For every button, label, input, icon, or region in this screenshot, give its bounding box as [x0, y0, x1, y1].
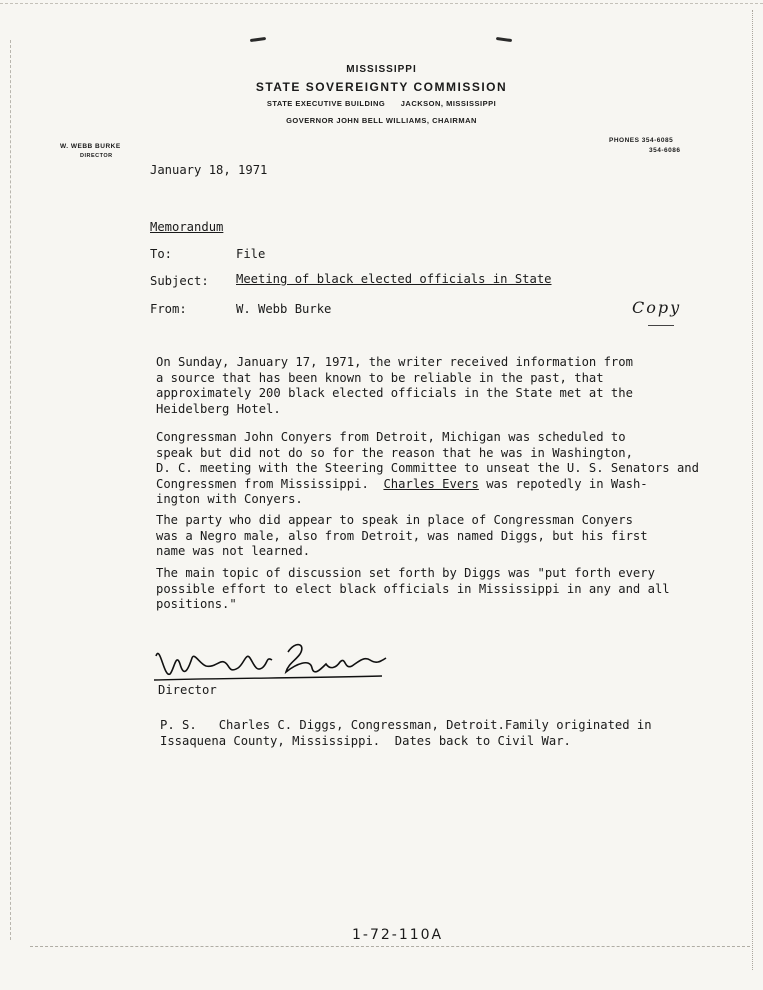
- letterhead-commission: STATE SOVEREIGNTY COMMISSION: [255, 80, 508, 94]
- scan-edge-bottom: [30, 946, 750, 947]
- paragraph-3: [156, 513, 736, 560]
- letterhead-governor: GOVERNOR JOHN BELL WILLIAMS, CHAIRMAN: [286, 116, 477, 125]
- handwritten-copy-note: Copy: [632, 298, 682, 317]
- letterhead-phone-2: 354-6086: [649, 147, 681, 154]
- from-label: From:: [150, 302, 187, 316]
- subject-label: Subject:: [150, 274, 209, 288]
- scan-edge-left: [10, 40, 11, 940]
- letterhead-phones: PHONES 354-6085: [609, 137, 674, 144]
- letterhead-director-title: DIRECTOR: [80, 153, 113, 159]
- paragraph-line: ington with Conyers.: [156, 492, 303, 506]
- paragraph-line: On Sunday, January 17, 1971, the writer received information from: [156, 355, 633, 369]
- letterhead-director-name: W. WEBB BURKE: [60, 143, 121, 150]
- postscript-line-2: Issaquena County, Mississippi. Dates back to Civil War.: [160, 734, 571, 748]
- letterhead-address: STATE EXECUTIVE BUILDING JACKSON, MISSISSIPPI: [266, 99, 497, 108]
- paragraph-line: speak but did not do so for the reason that he was in Washington,: [156, 445, 633, 460]
- paragraph-line: Heidelberg Hotel.: [156, 401, 281, 416]
- paragraph-line: a source that has been known to be reliable in the past, that: [156, 370, 604, 385]
- hole-punch-mark: [496, 37, 512, 42]
- file-number-stamp: 1-72-110A: [352, 927, 444, 943]
- paragraph-4: [156, 566, 736, 613]
- paragraph-line: D. C. meeting with the Steering Committee to unseat the U. S. Senators and: [156, 461, 699, 475]
- to-label: To:: [150, 247, 173, 261]
- paragraph-text: was repotedly in Wash-: [478, 476, 648, 491]
- postscript-line-1: P. S. Charles C. Diggs, Congressman, Detroit.Family originated in: [160, 718, 652, 732]
- scan-edge-top: [0, 3, 763, 4]
- paragraph-line: The main topic of discussion set forth by Diggs was "put forth every: [156, 566, 655, 580]
- memo-heading: Memorandum: [150, 220, 224, 234]
- signature-title: Director: [158, 683, 217, 697]
- paragraph-line: name was not learned.: [156, 544, 311, 558]
- hole-punch-mark: [250, 37, 266, 42]
- handwritten-signature: [150, 634, 400, 690]
- underlined-name-charles-evers: Charles Evers: [383, 476, 479, 491]
- paragraph-1: [156, 355, 736, 417]
- scan-edge-right: [752, 10, 753, 970]
- subject-value: Meeting of black elected officials in State: [236, 272, 552, 286]
- paragraph-text: Congressmen from Mississippi.: [156, 476, 384, 491]
- copy-note-underline: [648, 325, 674, 326]
- paragraph-line: was a Negro male, also from Detroit, was named Diggs, but his first: [156, 528, 648, 543]
- letterhead-state: MISSISSIPPI: [346, 64, 417, 75]
- memo-date: January 18, 1971: [150, 163, 268, 177]
- to-value: File: [236, 247, 266, 261]
- from-value: W. Webb Burke: [236, 302, 332, 316]
- paragraph-line: positions.": [156, 597, 237, 611]
- paragraph-line: [156, 477, 736, 493]
- paragraph-2: [156, 430, 736, 508]
- paragraph-line: Congressman John Conyers from Detroit, Michigan was scheduled to: [156, 430, 626, 444]
- paragraph-line: The party who did appear to speak in place of Congressman Conyers: [156, 513, 633, 527]
- paragraph-line: possible effort to elect black officials in Mississippi in any and all: [156, 581, 670, 596]
- paragraph-line: approximately 200 black elected officials in the State met at the: [156, 386, 633, 400]
